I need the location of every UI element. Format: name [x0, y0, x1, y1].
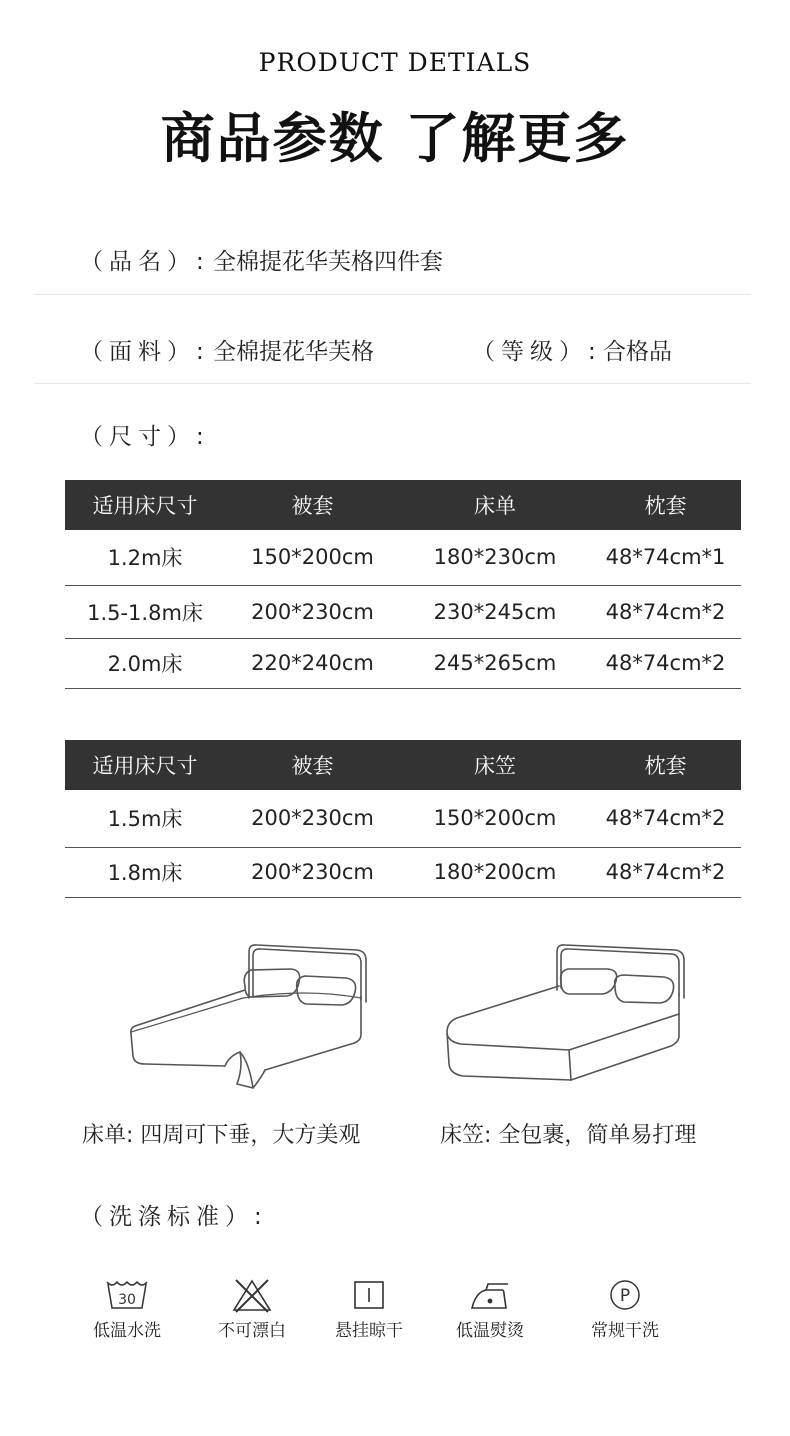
table-header-row: [65, 480, 741, 530]
size-table-fitted: [65, 740, 741, 898]
dry-clean-p-icon: [603, 1278, 647, 1314]
page-title: 商品参数 了解更多: [160, 107, 630, 170]
care-text: 悬挂晾干: [335, 1321, 403, 1341]
care-label: （洗涤标准）:: [80, 1204, 268, 1230]
table-cell: 150*200cm: [400, 790, 590, 847]
table-cell: 48*74cm*2: [590, 790, 741, 847]
table-header-row: [65, 740, 741, 790]
care-item: [565, 1278, 685, 1341]
table-cell: 200*230cm: [225, 847, 400, 897]
fitted-sheet-caption: 床笠: 全包裹，简单易打理: [440, 1123, 697, 1148]
english-title: PRODUCT DETIALS: [258, 48, 532, 77]
table-cell: 1.2m床: [65, 530, 225, 585]
care-item: [309, 1278, 429, 1341]
table-cell: 48*74cm*1: [590, 530, 741, 585]
wash-30-icon: [105, 1278, 149, 1314]
table-row: [65, 585, 741, 638]
care-text: 不可漂白: [218, 1321, 286, 1341]
care-text: 常规干洗: [591, 1321, 659, 1341]
column-header: 被套: [225, 480, 400, 530]
column-header: 床单: [400, 480, 590, 530]
column-header: 适用床尺寸: [65, 480, 225, 530]
table-cell: 48*74cm*2: [590, 585, 741, 638]
fitted-sheet-bed-illustration: [443, 938, 693, 1090]
grade-label: （等级）:: [472, 339, 602, 365]
care-text: 低温水洗: [93, 1321, 161, 1341]
divider: [34, 294, 751, 295]
care-item: [67, 1278, 187, 1341]
table-cell: 1.5-1.8m床: [65, 585, 225, 638]
care-item: [192, 1278, 312, 1341]
hang-dry-icon: [347, 1278, 391, 1314]
table-cell: 1.8m床: [65, 847, 225, 897]
table-cell: 200*230cm: [225, 790, 400, 847]
table-cell: 150*200cm: [225, 530, 400, 585]
column-header: 床笠: [400, 740, 590, 790]
table-row: [65, 638, 741, 688]
table-cell: 220*240cm: [225, 638, 400, 688]
wash-temperature: 30: [118, 1292, 136, 1308]
name-value: 全棉提花华芙格四件套: [213, 249, 443, 275]
table-cell: 48*74cm*2: [590, 638, 741, 688]
size-label: （尺寸）:: [80, 424, 210, 450]
table-row: [65, 790, 741, 847]
column-header: 被套: [225, 740, 400, 790]
divider: [34, 383, 751, 384]
table-cell: 180*230cm: [400, 530, 590, 585]
care-text: 低温熨烫: [456, 1321, 524, 1341]
column-header: 枕套: [590, 740, 741, 790]
table-cell: 245*265cm: [400, 638, 590, 688]
table-row: [65, 847, 741, 897]
column-header: 枕套: [590, 480, 741, 530]
table-row: [65, 530, 741, 585]
no-bleach-icon: [230, 1278, 274, 1314]
fabric-label: （面料）:: [80, 339, 210, 365]
table-cell: 2.0m床: [65, 638, 225, 688]
name-label: （品名）:: [80, 249, 210, 275]
table-cell: 180*200cm: [400, 847, 590, 897]
table-cell: 230*245cm: [400, 585, 590, 638]
flat-sheet-caption: 床单: 四周可下垂，大方美观: [82, 1123, 361, 1148]
grade-value: 合格品: [603, 339, 672, 365]
flat-sheet-bed-illustration: [125, 938, 375, 1090]
table-cell: 48*74cm*2: [590, 847, 741, 897]
table-cell: 1.5m床: [65, 790, 225, 847]
care-item: [430, 1278, 550, 1341]
size-table-sheet: [65, 480, 741, 689]
column-header: 适用床尺寸: [65, 740, 225, 790]
fabric-value: 全棉提花华芙格: [213, 339, 374, 365]
table-cell: 200*230cm: [225, 585, 400, 638]
low-iron-icon: [468, 1278, 512, 1314]
dry-clean-letter: P: [619, 1286, 631, 1306]
